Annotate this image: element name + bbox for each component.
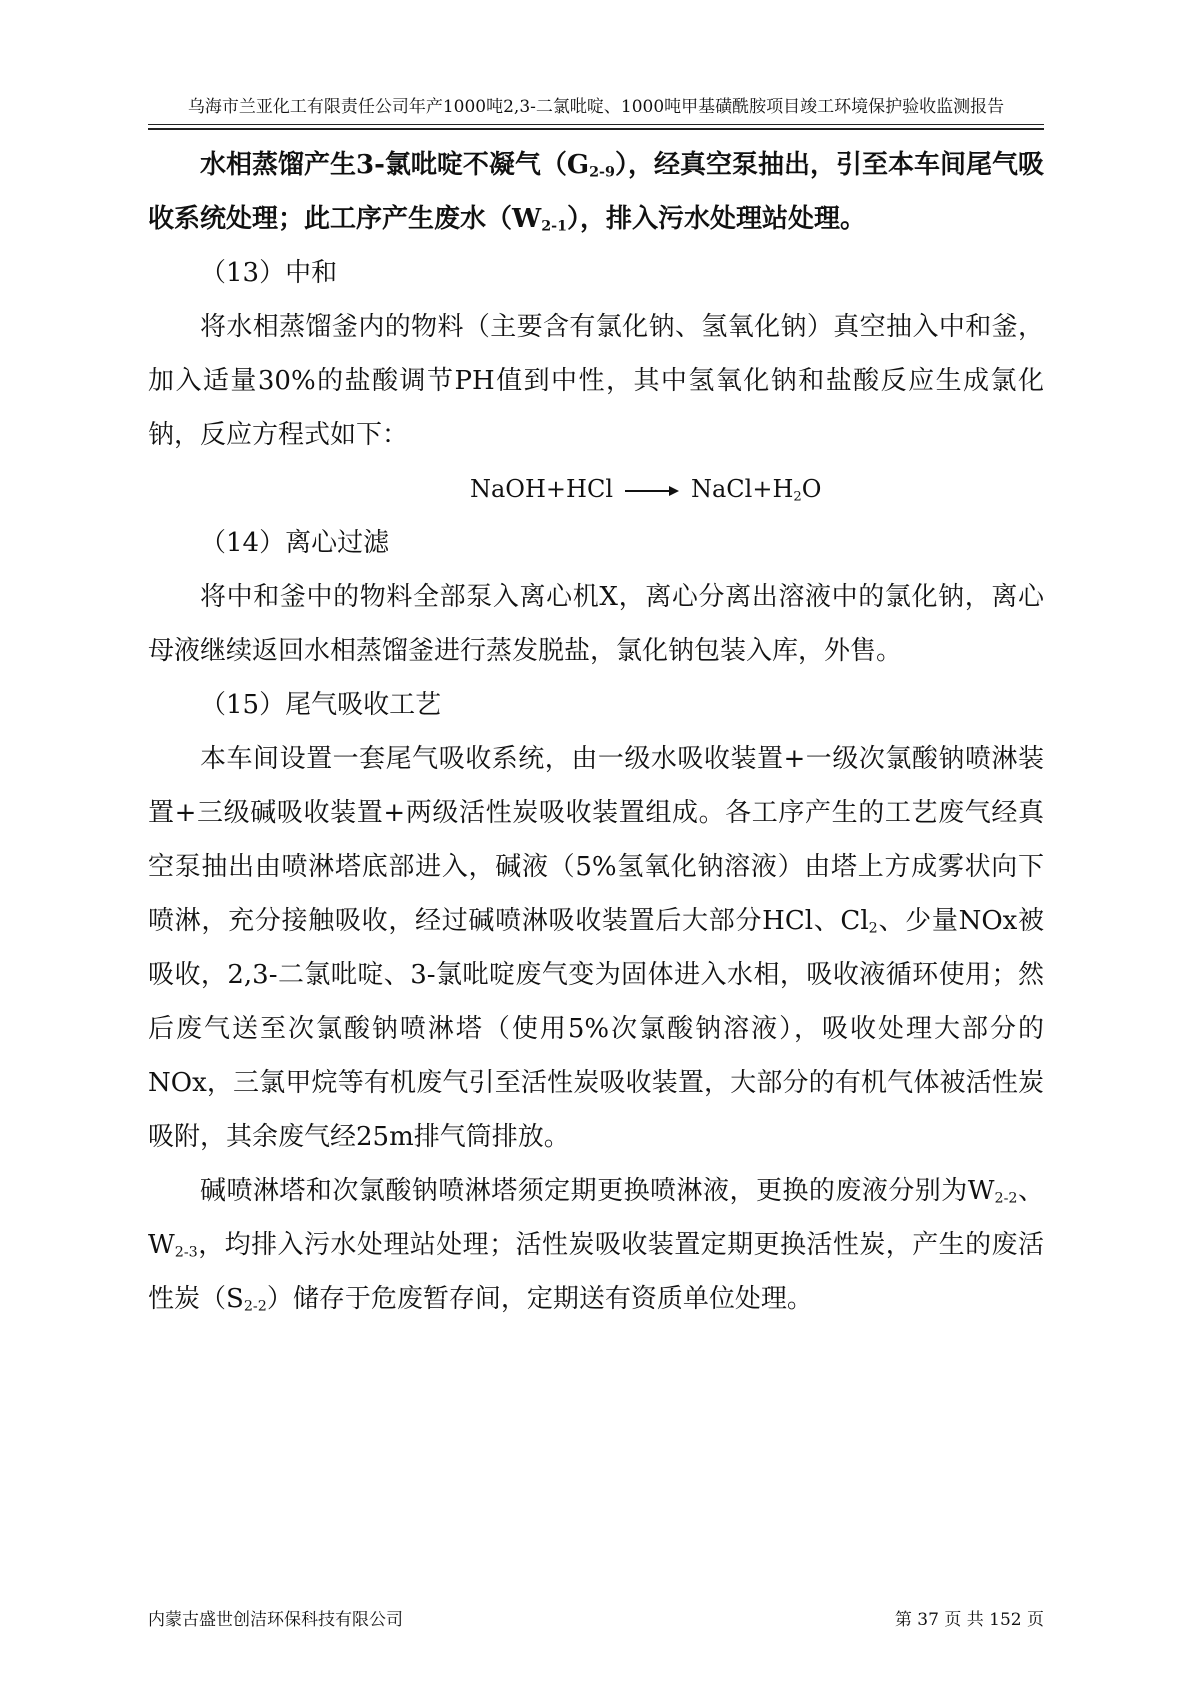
footer-company: 内蒙古盛世创洁环保科技有限公司 <box>148 1610 403 1630</box>
section-heading-15: （15）尾气吸收工艺 <box>200 690 442 720</box>
page-header: 乌海市兰亚化工有限责任公司年产1000吨2,3-二氯吡啶、1000吨甲基磺酰胺项目竣工环境保护验收监测报告 <box>187 97 1005 117</box>
paragraph-neutralization: 将水相蒸馏釜内的物料（主要含有氯化钠、氢氧化钠）真空抽入中和釜，加入适量30%的盐酸调节PH值到中性，其中氢氧化钠和盐酸反应生成氯化钠，反应方程式如下： <box>148 312 1044 450</box>
document-body <box>148 138 1044 1326</box>
header-rule <box>148 124 1044 125</box>
header-rule-thick <box>148 128 1044 130</box>
paragraph-spray-replacement <box>148 1164 1044 1326</box>
subscript: 2-2 <box>243 1298 267 1315</box>
paragraph-centrifuge: 将中和釜中的物料全部泵入离心机X，离心分离出溶液中的氯化钠，离心母液继续返回水相蒸馏釜进行蒸发脱盐，氯化钠包装入库，外售。 <box>148 582 1044 666</box>
paragraph-distillation-gas <box>148 138 1044 246</box>
text-run: 、少量NOx被吸收，2,3-二氯吡啶、3-氯吡啶废气变为固体进入水相，吸收液循环使用；然后废气送至次氯酸钠喷淋塔（使用5%次氯酸钠溶液），吸收处理大部分的NOx，三氯甲烷等有机废气引至活性炭吸收装置，大部分的有机气体被活性炭吸附，其余废气经25m排气筒排放。 <box>148 906 1045 1152</box>
reaction-equation <box>148 462 1044 516</box>
subscript: 2 <box>868 920 878 937</box>
text-run: 水相蒸馏产生3-氯吡啶不凝气（G <box>200 150 590 180</box>
text-run: 本车间设置一套尾气吸收系统，由一级水吸收装置+一级次氯酸钠喷淋装置+三级碱吸收装置+两级活性炭吸收装置组成。各工序产生的工艺废气经真空泵抽出由喷淋塔底部进入，碱液（5%氢氧化钠溶液）由塔上方成雾状向下喷淋，充分接触吸收，经过碱喷淋吸收装置后大部分HCl、Cl <box>148 744 1044 936</box>
equation-reactants: NaOH+HCl <box>470 475 613 503</box>
section-heading-13: （13）中和 <box>200 258 338 288</box>
subscript: 2-3 <box>174 1244 198 1261</box>
footer-page-number: 第 37 页 共 152 页 <box>894 1610 1044 1630</box>
subscript: 2-1 <box>541 218 568 235</box>
subscript: 2-2 <box>994 1190 1018 1207</box>
equation-products: NaCl+H <box>691 475 794 503</box>
text-run: 、W <box>148 1176 1044 1260</box>
equation-products-end: O <box>801 475 822 503</box>
section-heading-14: （14）离心过滤 <box>200 528 390 558</box>
text-run: 碱喷淋塔和次氯酸钠喷淋塔须定期更换喷淋液，更换的废液分别为W <box>200 1176 995 1206</box>
subscript: 2-9 <box>589 164 615 181</box>
text-run: ），经真空泵抽出，引至本车间尾气吸收系统处理；此工序产生废水（W <box>148 150 1044 234</box>
text-run: ，均排入污水处理站处理；活性炭吸收装置定期更换活性炭，产生的废活性炭（S <box>148 1230 1044 1314</box>
paragraph-exhaust-absorption <box>148 732 1044 1164</box>
text-run: ），排入污水处理站处理。 <box>567 204 867 234</box>
subscript: 2 <box>793 489 802 505</box>
text-run: ）储存于危废暂存间，定期送有资质单位处理。 <box>266 1284 813 1314</box>
reaction-arrow-icon <box>625 486 679 496</box>
